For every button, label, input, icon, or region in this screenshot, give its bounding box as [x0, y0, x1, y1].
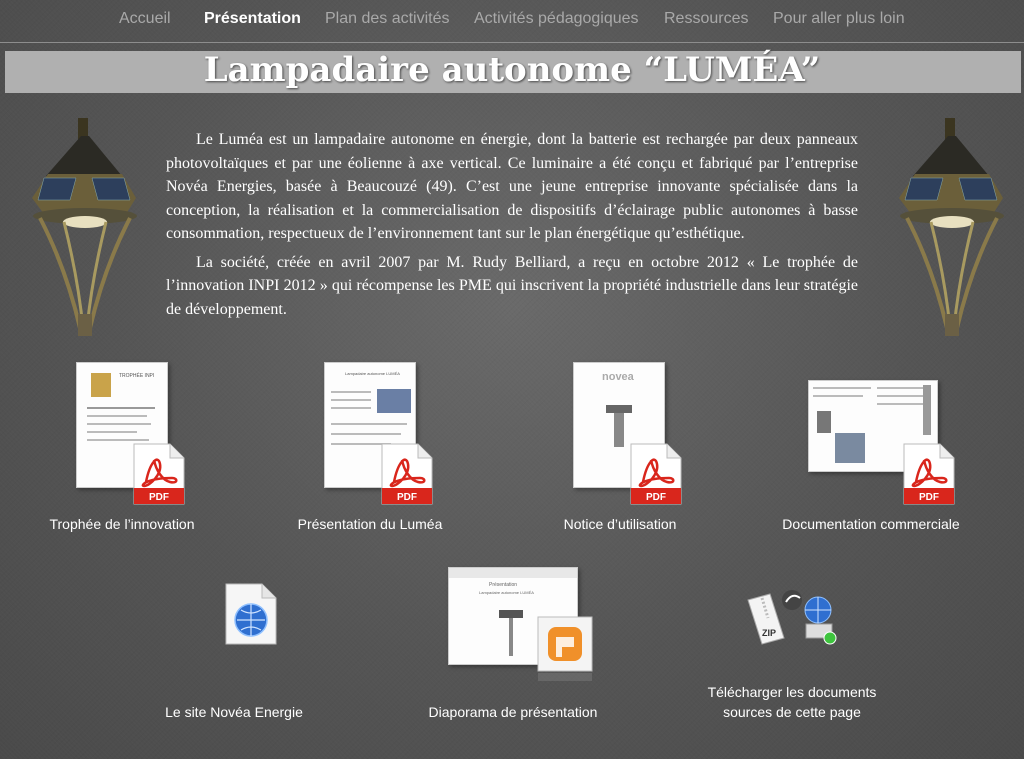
- lamp-drawing: [817, 411, 831, 433]
- trophy-icon: [91, 373, 111, 397]
- pdf-icon: [132, 442, 186, 506]
- intro-paragraph-1: Le Luméa est un lampadaire autonome en énergie, dont la batterie est rechargée par deux panneaux photovoltaïques et par une éolienne à axe vertical. Ce luminaire a été conçu et fabriqué par l’entreprise Novéa Energies, basée à Beaucouzé (49). C’est une jeune entreprise innovante spécialisée dans la conception, la réalisation et la commercialisation de dispositifs d’éclairage public autonomes à basse consommation, respectueux de l’environnement tant sur le plan énergétique qu’esthétique.: [166, 131, 858, 242]
- slide-title-2: Lampadaire autonome LUMÉA: [479, 590, 534, 595]
- intro-text: [166, 128, 858, 326]
- novea-website-link[interactable]: [224, 582, 278, 646]
- nav-item-ressources[interactable]: Ressources: [664, 10, 749, 27]
- lamp-drawing: [614, 407, 624, 447]
- pdf-icon: [902, 442, 956, 506]
- doc-notice-brand: novea: [602, 371, 634, 383]
- svg-text:ZIP: ZIP: [762, 628, 777, 638]
- street-lamp-image-left: [26, 118, 144, 336]
- nav-item-presentation[interactable]: Présentation: [204, 10, 301, 27]
- doc-notice-link[interactable]: [573, 362, 683, 506]
- pdf-icon: [629, 442, 683, 506]
- site-photo-thumbnail: [835, 433, 865, 463]
- zip-download-icon: [744, 586, 840, 648]
- doc-presentation-link[interactable]: [324, 362, 434, 506]
- novea-website-label[interactable]: Le site Novéa Energie: [165, 704, 303, 720]
- doc-presentation-header: Lampadaire autonome LUMÉA: [345, 371, 400, 376]
- download-sources-label-line2: sources de cette page: [723, 704, 861, 720]
- doc-commerciale-label[interactable]: Documentation commerciale: [782, 516, 960, 532]
- lamp-drawing: [499, 610, 523, 618]
- svg-text:PDF: PDF: [646, 492, 666, 503]
- svg-text:PDF: PDF: [919, 492, 939, 503]
- nav-item-activites-pedagogiques[interactable]: Activités pédagogiques: [474, 10, 639, 27]
- pdf-icon: [380, 442, 434, 506]
- intro-paragraph-2: La société, créée en avril 2007 par M. Rudy Belliard, a reçu en octobre 2012 « Le trophée de l’innovation INPI 2012 » qui récompense les PME qui inscrivent la propriété industrielle dans leur stratégie de développement.: [166, 253, 858, 318]
- doc-commerciale-link[interactable]: [808, 380, 958, 506]
- street-lamp-image-right: [893, 118, 1011, 336]
- slideshow-link[interactable]: [448, 567, 594, 697]
- doc-presentation-label[interactable]: Présentation du Luméa: [297, 516, 443, 532]
- doc-notice-label[interactable]: Notice d’utilisation: [563, 516, 677, 532]
- doc-trophee-header: TROPHÉE INPI: [119, 373, 155, 379]
- download-sources-label-line1: Télécharger les documents: [707, 684, 877, 700]
- top-navigation: [0, 0, 1024, 43]
- download-sources-label[interactable]: [692, 682, 892, 722]
- lamp-photo-thumbnail: [377, 389, 411, 413]
- svg-text:PDF: PDF: [397, 492, 417, 503]
- nav-item-pour-aller-plus-loin[interactable]: Pour aller plus loin: [773, 10, 905, 27]
- slideshow-label[interactable]: Diaporama de présentation: [428, 704, 598, 720]
- keynote-icon: [536, 615, 594, 681]
- nav-item-accueil[interactable]: Accueil: [119, 10, 171, 27]
- svg-text:PDF: PDF: [149, 492, 169, 503]
- web-icon: [224, 582, 278, 646]
- page-title: Lampadaire autonome “LUMÉA”: [203, 50, 821, 90]
- nav-item-plan-activites[interactable]: Plan des activités: [325, 10, 450, 27]
- doc-trophee-label[interactable]: Trophée de l’innovation: [49, 516, 195, 532]
- download-sources-link[interactable]: [744, 586, 840, 648]
- doc-trophee-link[interactable]: [76, 362, 186, 506]
- slide-title-1: Présentation: [489, 582, 518, 588]
